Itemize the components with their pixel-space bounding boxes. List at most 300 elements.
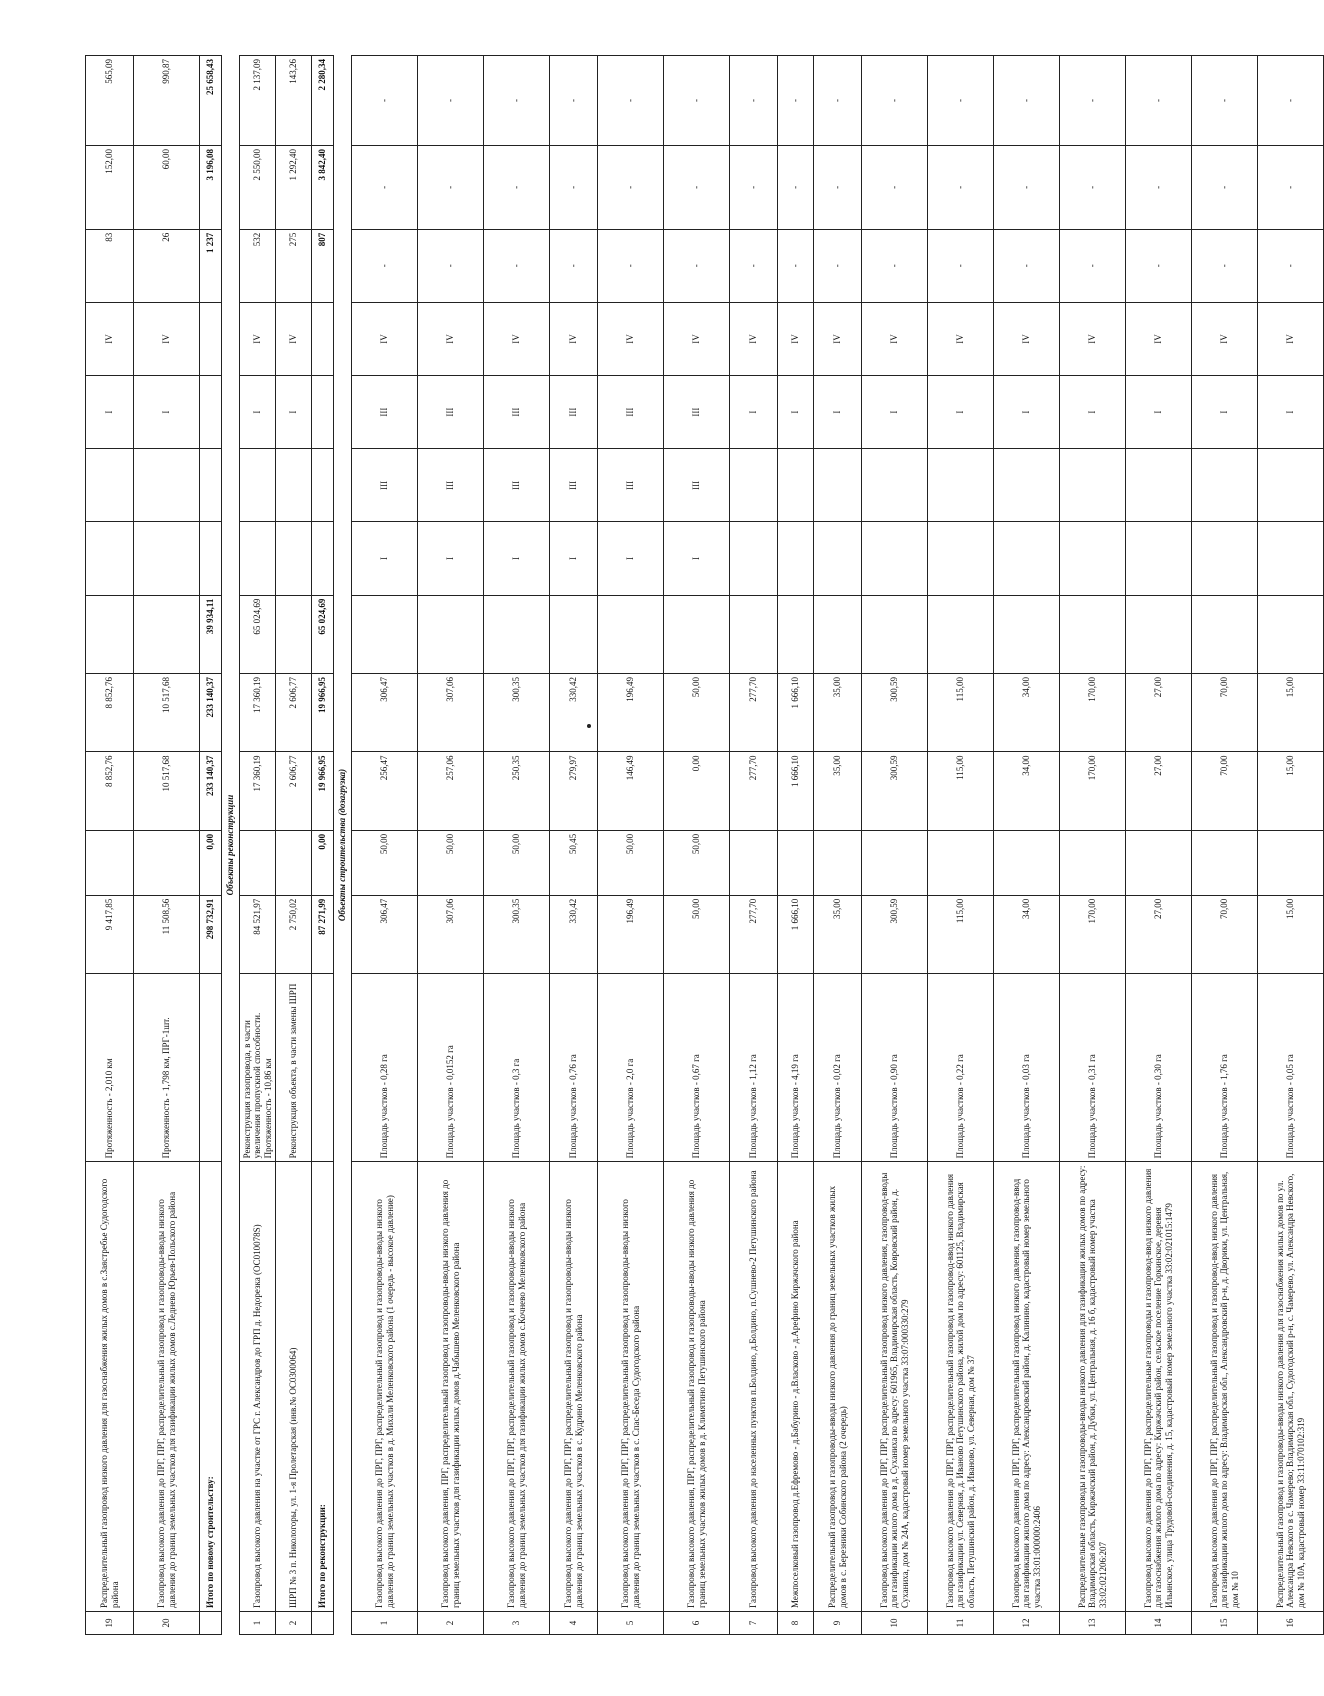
cost-next: 65 024,69 bbox=[312, 595, 334, 673]
cost-total: 15,00 bbox=[1258, 895, 1324, 973]
cost-next bbox=[86, 595, 134, 673]
row-number: 6 bbox=[664, 1612, 730, 1635]
stage-1 bbox=[994, 522, 1060, 595]
table-row bbox=[730, 56, 778, 1635]
cost-design bbox=[1258, 830, 1324, 895]
cost-year: 8 852,76 bbox=[86, 674, 134, 752]
quarter-end: IV bbox=[598, 302, 664, 375]
object-characteristics: Реконструкция объекта, в части замены ШРП bbox=[276, 974, 312, 1162]
object-name: Газопровод высокого давления до ПРГ, ПРГ, распределительный газопровод и газопроводы-вводы низкого давления до границ земельных участков для газификации жилых домов с.Леднево Юрьев-Польского района bbox=[134, 1162, 200, 1612]
cost-construction: 300,59 bbox=[862, 752, 928, 830]
table-row bbox=[994, 56, 1060, 1635]
quarter-end: IV bbox=[730, 302, 778, 375]
connections-count: - bbox=[352, 229, 418, 302]
cost-next bbox=[1060, 595, 1126, 673]
cost-total: 298 732,91 bbox=[200, 895, 222, 973]
cost-next bbox=[778, 595, 814, 673]
row-number: 3 bbox=[484, 1612, 550, 1635]
cost-year: 330,42 bbox=[550, 674, 598, 752]
cost-construction: 35,00 bbox=[814, 752, 862, 830]
cost-design bbox=[240, 830, 276, 895]
connections-count: 275 bbox=[276, 229, 312, 302]
empty-cell bbox=[200, 376, 222, 449]
object-name: Распределительный газопровод и газопроводы-вводы низкого давления для газоснабжения жилых домов по ул. Александра Невского в с. Чамерево; Владимирская обл., Судогодский р-н, с. Чамерево, ул. Александра Невского, дом № 10А, кадастровый номер 33:11:070102:319 bbox=[1258, 1162, 1324, 1612]
object-characteristics: Площадь участков - 0,67 га bbox=[664, 974, 730, 1162]
payback: - bbox=[598, 56, 664, 146]
empty-cell bbox=[200, 449, 222, 522]
stage-1 bbox=[1126, 522, 1192, 595]
row-number: 11 bbox=[928, 1612, 994, 1635]
gas-volume: - bbox=[862, 146, 928, 230]
cost-design: 50,00 bbox=[352, 830, 418, 895]
cost-construction: 170,00 bbox=[1060, 752, 1126, 830]
quarter-end: IV bbox=[352, 302, 418, 375]
stage-1 bbox=[1060, 522, 1126, 595]
object-characteristics: Площадь участков - 0,3 га bbox=[484, 974, 550, 1162]
row-number: 14 bbox=[1126, 1612, 1192, 1635]
object-characteristics bbox=[200, 974, 222, 1162]
payback: 143,26 bbox=[276, 56, 312, 146]
quarter-start: III bbox=[664, 376, 730, 449]
payback: - bbox=[1126, 56, 1192, 146]
cost-next bbox=[1126, 595, 1192, 673]
quarter-end: IV bbox=[1126, 302, 1192, 375]
cost-design bbox=[276, 830, 312, 895]
cost-design bbox=[86, 830, 134, 895]
table-row bbox=[352, 56, 418, 1635]
table-row bbox=[664, 56, 730, 1635]
quarter-end: IV bbox=[928, 302, 994, 375]
stage-1 bbox=[814, 522, 862, 595]
empty-cell bbox=[200, 522, 222, 595]
cost-construction: 70,00 bbox=[1192, 752, 1258, 830]
stage-1: I bbox=[664, 522, 730, 595]
cost-next bbox=[814, 595, 862, 673]
object-characteristics: Площадь участков - 0,76 га bbox=[550, 974, 598, 1162]
object-characteristics: Площадь участков - 0,05 га bbox=[1258, 974, 1324, 1162]
payback: - bbox=[418, 56, 484, 146]
gas-volume: - bbox=[598, 146, 664, 230]
stage-2 bbox=[240, 449, 276, 522]
payback: - bbox=[484, 56, 550, 146]
cost-construction: 15,00 bbox=[1258, 752, 1324, 830]
gas-volume: - bbox=[550, 146, 598, 230]
cost-next bbox=[418, 595, 484, 673]
stage-1 bbox=[862, 522, 928, 595]
quarter-end: IV bbox=[418, 302, 484, 375]
cost-construction: 34,00 bbox=[994, 752, 1060, 830]
payback: - bbox=[814, 56, 862, 146]
empty-cell bbox=[312, 449, 334, 522]
object-name: Газопровод высокого давления до ПРГ, ПРГ, распределительный газопровод и газопроводы-вводы низкого давления до границ земельных участков для газификации жилых домов с.Кочнево Меленковского района bbox=[484, 1162, 550, 1612]
payback: - bbox=[994, 56, 1060, 146]
connections-count: - bbox=[730, 229, 778, 302]
cost-year: 50,00 bbox=[664, 674, 730, 752]
object-characteristics: Площадь участков - 1,12 га bbox=[730, 974, 778, 1162]
quarter-start: III bbox=[418, 376, 484, 449]
row-number: 5 bbox=[598, 1612, 664, 1635]
object-characteristics: Площадь участков - 0,31 га bbox=[1060, 974, 1126, 1162]
table-row bbox=[240, 56, 276, 1635]
cost-design: 50,00 bbox=[418, 830, 484, 895]
gas-volume: 2 550,00 bbox=[240, 146, 276, 230]
cost-year: 17 360,19 bbox=[240, 674, 276, 752]
connections-count: - bbox=[664, 229, 730, 302]
cost-next bbox=[1258, 595, 1324, 673]
object-name: Газопровод высокого давления до ПРГ, ПРГ, распределительный газопровод низкого давления, газопровод-вводы для газификации жилого дома в д. Суханиха по адресу: 601965, Владимирская область, Ковровский район, д. Суханиха, дом № 24А, кадастровый номер земельного участка 33:07:000330:279 bbox=[862, 1162, 928, 1612]
row-number: 20 bbox=[134, 1612, 200, 1635]
quarter-start: I bbox=[814, 376, 862, 449]
empty-cell bbox=[312, 522, 334, 595]
cost-total: 330,42 bbox=[550, 895, 598, 973]
table-row bbox=[862, 56, 928, 1635]
payback: - bbox=[778, 56, 814, 146]
total-label: Итого по реконструкции: bbox=[312, 1162, 334, 1612]
cost-next bbox=[352, 595, 418, 673]
object-name: Газопровод высокого давления до ПРГ, ПРГ, распределительный газопровод и газопровод-ввод низкого давления для газификации жилого дома по адресу: Владимирская обл., Александровский р-н, д. Дворики, ул. Центральная, дом № 10 bbox=[1192, 1162, 1258, 1612]
object-name: Газопровод высокого давления до ПРГ, ПРГ, распределительный газопровод и газопровод-ввод низкого давления для газификации ул. Северная, д. Иваново Петушинского района, жилой дом по адресу: 601125, Владимирская область, Петушинский район, д. Иваново, ул. Северная, дом № 37 bbox=[928, 1162, 994, 1612]
cost-construction: 19 966,95 bbox=[312, 752, 334, 830]
quarter-start: I bbox=[86, 376, 134, 449]
stage-1 bbox=[1258, 522, 1324, 595]
empty-cell bbox=[200, 302, 222, 375]
stage-1 bbox=[1192, 522, 1258, 595]
stage-2 bbox=[862, 449, 928, 522]
object-characteristics bbox=[312, 974, 334, 1162]
cost-total: 70,00 bbox=[1192, 895, 1258, 973]
row-number: 4 bbox=[550, 1612, 598, 1635]
payback: - bbox=[1258, 56, 1324, 146]
connections-count: 26 bbox=[134, 229, 200, 302]
investment-program-table bbox=[85, 55, 1324, 1635]
object-characteristics: Протяженность - 2,010 км bbox=[86, 974, 134, 1162]
quarter-start: I bbox=[928, 376, 994, 449]
table-row bbox=[928, 56, 994, 1635]
stage-2: III bbox=[352, 449, 418, 522]
cost-year: 196,49 bbox=[598, 674, 664, 752]
object-characteristics: Площадь участков - 0,28 га bbox=[352, 974, 418, 1162]
quarter-start: III bbox=[484, 376, 550, 449]
gas-volume: 3 842,40 bbox=[312, 146, 334, 230]
cost-next bbox=[664, 595, 730, 673]
total-row bbox=[312, 56, 334, 1635]
payback: - bbox=[550, 56, 598, 146]
table-row bbox=[1060, 56, 1126, 1635]
rotated-table-wrapper bbox=[85, 55, 1306, 1635]
cost-next bbox=[484, 595, 550, 673]
payback: 990,87 bbox=[134, 56, 200, 146]
object-characteristics: Площадь участков - 1,76 га bbox=[1192, 974, 1258, 1162]
stage-2 bbox=[1060, 449, 1126, 522]
cost-total: 9 417,85 bbox=[86, 895, 134, 973]
cost-next bbox=[730, 595, 778, 673]
empty-cell bbox=[312, 376, 334, 449]
cost-design: 50,00 bbox=[598, 830, 664, 895]
quarter-start: I bbox=[1060, 376, 1126, 449]
gas-volume: - bbox=[730, 146, 778, 230]
stage-1: I bbox=[550, 522, 598, 595]
cost-design bbox=[1060, 830, 1126, 895]
connections-count: - bbox=[814, 229, 862, 302]
object-characteristics: Площадь участков - 0,02 га bbox=[814, 974, 862, 1162]
object-name: Газопровод высокого давления до ПРГ, ПРГ, распределительный газопровод и газопроводы-вводы низкого давления до границ земельных участков в с. Кудрино Меленковского района bbox=[550, 1162, 598, 1612]
cost-year: 15,00 bbox=[1258, 674, 1324, 752]
quarter-end: IV bbox=[484, 302, 550, 375]
connections-count: - bbox=[1126, 229, 1192, 302]
payback: - bbox=[664, 56, 730, 146]
cost-year: 70,00 bbox=[1192, 674, 1258, 752]
cost-construction: 256,47 bbox=[352, 752, 418, 830]
stage-2: III bbox=[598, 449, 664, 522]
cost-year: 300,59 bbox=[862, 674, 928, 752]
connections-count: - bbox=[994, 229, 1060, 302]
cost-total: 306,47 bbox=[352, 895, 418, 973]
cost-total: 84 521,97 bbox=[240, 895, 276, 973]
connections-count: - bbox=[1192, 229, 1258, 302]
row-number: 2 bbox=[418, 1612, 484, 1635]
object-name: Газопровод высокого давления, ПРГ, распределительный газопровод и газопроводы-вводы низкого давления до границ земельных участков для газификации жилых домов д.Чабышево Меленковского района bbox=[418, 1162, 484, 1612]
cost-next bbox=[862, 595, 928, 673]
payback: 2 137,09 bbox=[240, 56, 276, 146]
cost-year: 19 966,95 bbox=[312, 674, 334, 752]
stage-2: III bbox=[484, 449, 550, 522]
quarter-end: IV bbox=[862, 302, 928, 375]
object-characteristics: Площадь участков - 0,0152 га bbox=[418, 974, 484, 1162]
cost-construction: 10 517,68 bbox=[134, 752, 200, 830]
gas-volume: - bbox=[1126, 146, 1192, 230]
row-number: 1 bbox=[352, 1612, 418, 1635]
cost-design bbox=[1126, 830, 1192, 895]
table-row bbox=[1126, 56, 1192, 1635]
quarter-start: I bbox=[240, 376, 276, 449]
connections-count: - bbox=[862, 229, 928, 302]
payback: 25 658,43 bbox=[200, 56, 222, 146]
quarter-start: I bbox=[1258, 376, 1324, 449]
cost-total: 1 666,10 bbox=[778, 895, 814, 973]
stage-1: I bbox=[598, 522, 664, 595]
connections-count: - bbox=[778, 229, 814, 302]
cost-design bbox=[1192, 830, 1258, 895]
quarter-start: III bbox=[352, 376, 418, 449]
quarter-start: I bbox=[134, 376, 200, 449]
object-name: Распределительный газопровод и газопроводы-вводы низкого давления до границ земельных участков жилых домов в с. Березники Собинского района (2 очередь) bbox=[814, 1162, 862, 1612]
cost-design bbox=[862, 830, 928, 895]
object-name: Газопровод высокого давления до ПРГ, ПРГ, распределительный газопровод низкого давления, газопровод-ввод для газификации жилого дома по адресу: Александровский район, д. Калинино, кадастровый номер земельного участка 33:01:000000:2406 bbox=[994, 1162, 1060, 1612]
gas-volume: - bbox=[814, 146, 862, 230]
stage-1 bbox=[276, 522, 312, 595]
cost-construction: 233 140,37 bbox=[200, 752, 222, 830]
cost-design bbox=[730, 830, 778, 895]
cost-year: 2 606,77 bbox=[276, 674, 312, 752]
quarter-end: IV bbox=[1060, 302, 1126, 375]
gas-volume: - bbox=[778, 146, 814, 230]
cost-construction: 279,97 bbox=[550, 752, 598, 830]
table-row bbox=[814, 56, 862, 1635]
quarter-end: IV bbox=[778, 302, 814, 375]
cost-total: 35,00 bbox=[814, 895, 862, 973]
quarter-end: IV bbox=[664, 302, 730, 375]
stage-1 bbox=[86, 522, 134, 595]
cost-construction: 146,49 bbox=[598, 752, 664, 830]
gas-volume: 1 292,40 bbox=[276, 146, 312, 230]
table-row bbox=[418, 56, 484, 1635]
connections-count: - bbox=[928, 229, 994, 302]
cost-total: 300,35 bbox=[484, 895, 550, 973]
cost-construction: 2 606,77 bbox=[276, 752, 312, 830]
cost-design: 0,00 bbox=[200, 830, 222, 895]
stage-1 bbox=[730, 522, 778, 595]
object-name: Газопровод высокого давления, ПРГ, распределительный газопровод и газопроводы-вводы низкого давления до границ земельных участков жилых домов в д. Климятино Петушинского района bbox=[664, 1162, 730, 1612]
cost-next bbox=[550, 595, 598, 673]
cost-year: 306,47 bbox=[352, 674, 418, 752]
table-row bbox=[1258, 56, 1324, 1635]
stage-1 bbox=[778, 522, 814, 595]
cost-next bbox=[134, 595, 200, 673]
stage-2 bbox=[814, 449, 862, 522]
object-name: Газопровод высокого давления до населенных пунктов п.Болдино, д.Болдино, п.Сушнево-2 Петушинского района bbox=[730, 1162, 778, 1612]
cost-year: 1 666,10 bbox=[778, 674, 814, 752]
connections-count: - bbox=[1258, 229, 1324, 302]
total-row bbox=[200, 56, 222, 1635]
cost-total: 27,00 bbox=[1126, 895, 1192, 973]
table-row bbox=[778, 56, 814, 1635]
row-number: 15 bbox=[1192, 1612, 1258, 1635]
table-row bbox=[86, 56, 134, 1635]
cost-total: 300,59 bbox=[862, 895, 928, 973]
stage-2 bbox=[928, 449, 994, 522]
gas-volume: 3 196,08 bbox=[200, 146, 222, 230]
row-number: 16 bbox=[1258, 1612, 1324, 1635]
cost-design bbox=[134, 830, 200, 895]
stage-2 bbox=[1258, 449, 1324, 522]
stage-2 bbox=[276, 449, 312, 522]
cost-year: 34,00 bbox=[994, 674, 1060, 752]
cost-design: 0,00 bbox=[312, 830, 334, 895]
row-number: 9 bbox=[814, 1612, 862, 1635]
connections-count: - bbox=[418, 229, 484, 302]
quarter-start: I bbox=[1126, 376, 1192, 449]
cost-construction: 277,70 bbox=[730, 752, 778, 830]
stage-1: I bbox=[352, 522, 418, 595]
table-row bbox=[1192, 56, 1258, 1635]
object-name: Газопровод высокого давления до ПРГ, ПРГ, распределительный газопровод и газопроводы-вводы низкого давления до границ земельных участков в с. Спас-Беседа Судогодского района bbox=[598, 1162, 664, 1612]
row-number: 8 bbox=[778, 1612, 814, 1635]
quarter-end: IV bbox=[1258, 302, 1324, 375]
cost-construction: 17 360,19 bbox=[240, 752, 276, 830]
object-characteristics: Площадь участков - 2,0 га bbox=[598, 974, 664, 1162]
cost-total: 50,00 bbox=[664, 895, 730, 973]
stage-1: I bbox=[484, 522, 550, 595]
stage-2 bbox=[1126, 449, 1192, 522]
payback: - bbox=[862, 56, 928, 146]
payback: - bbox=[730, 56, 778, 146]
connections-count: - bbox=[598, 229, 664, 302]
cost-year: 233 140,37 bbox=[200, 674, 222, 752]
cost-construction: 115,00 bbox=[928, 752, 994, 830]
stage-1 bbox=[240, 522, 276, 595]
gas-volume: - bbox=[418, 146, 484, 230]
gas-volume: - bbox=[1060, 146, 1126, 230]
cost-next: 65 024,69 bbox=[240, 595, 276, 673]
object-characteristics: Площадь участков - 0,90 га bbox=[862, 974, 928, 1162]
object-name: Межпоселковый газопровод д.Ефремово - д.Бабурино - д.Власково - д.Арефино Киржачского района bbox=[778, 1162, 814, 1612]
cost-next bbox=[994, 595, 1060, 673]
gas-volume: - bbox=[352, 146, 418, 230]
row-number: 2 bbox=[276, 1612, 312, 1635]
cost-year: 307,06 bbox=[418, 674, 484, 752]
cost-total: 307,06 bbox=[418, 895, 484, 973]
payback: 2 280,34 bbox=[312, 56, 334, 146]
row-number: 12 bbox=[994, 1612, 1060, 1635]
cost-next bbox=[276, 595, 312, 673]
cost-total: 34,00 bbox=[994, 895, 1060, 973]
payback: - bbox=[352, 56, 418, 146]
gas-volume: - bbox=[664, 146, 730, 230]
row-number: 19 bbox=[86, 1612, 134, 1635]
gas-volume: - bbox=[484, 146, 550, 230]
cost-design bbox=[778, 830, 814, 895]
gas-volume: - bbox=[994, 146, 1060, 230]
table-row bbox=[598, 56, 664, 1635]
stage-2: III bbox=[550, 449, 598, 522]
gas-volume: - bbox=[1258, 146, 1324, 230]
section-title: Объекты строительства (дозагрузка) bbox=[334, 56, 352, 1635]
total-label: Итого по новому строительству: bbox=[200, 1162, 222, 1612]
cost-year: 277,70 bbox=[730, 674, 778, 752]
cost-design bbox=[814, 830, 862, 895]
cost-construction: 1 666,10 bbox=[778, 752, 814, 830]
object-characteristics: Площадь участков - 4,19 га bbox=[778, 974, 814, 1162]
quarter-end: IV bbox=[550, 302, 598, 375]
quarter-end: IV bbox=[276, 302, 312, 375]
connections-count: 807 bbox=[312, 229, 334, 302]
cost-design: 50,45 bbox=[550, 830, 598, 895]
gas-volume: 60,00 bbox=[134, 146, 200, 230]
cost-next: 39 934,11 bbox=[200, 595, 222, 673]
cost-construction: 257,06 bbox=[418, 752, 484, 830]
cost-total: 277,70 bbox=[730, 895, 778, 973]
quarter-end: IV bbox=[134, 302, 200, 375]
payback: - bbox=[1060, 56, 1126, 146]
cost-year: 170,00 bbox=[1060, 674, 1126, 752]
object-name: ШРП № 3 п. Никологоры, ул. 1-я Пролетарская (инв.№ ОС0300064) bbox=[276, 1162, 312, 1612]
quarter-start: I bbox=[730, 376, 778, 449]
object-characteristics: Реконструкция газопровода, в части увеличения пропускной способности. Протяженность - 10,86 км bbox=[240, 974, 276, 1162]
cost-year: 10 517,68 bbox=[134, 674, 200, 752]
cost-construction: 0,00 bbox=[664, 752, 730, 830]
connections-count: - bbox=[1060, 229, 1126, 302]
stage-2 bbox=[730, 449, 778, 522]
cost-total: 87 271,99 bbox=[312, 895, 334, 973]
cost-total: 115,00 bbox=[928, 895, 994, 973]
cost-total: 196,49 bbox=[598, 895, 664, 973]
cost-total: 11 508,56 bbox=[134, 895, 200, 973]
cost-next bbox=[928, 595, 994, 673]
connections-count: - bbox=[550, 229, 598, 302]
quarter-end: IV bbox=[814, 302, 862, 375]
section-row bbox=[222, 56, 240, 1635]
quarter-start: I bbox=[778, 376, 814, 449]
cost-total: 170,00 bbox=[1060, 895, 1126, 973]
object-name: Газопровод высокого давления до ПРГ, ПРГ, распределительный газопровод и газопроводы-вводы низкого давления до границ земельных участков в д. Михали Меленковского района (1 очередь - высокое давление) bbox=[352, 1162, 418, 1612]
cost-construction: 27,00 bbox=[1126, 752, 1192, 830]
quarter-start: I bbox=[276, 376, 312, 449]
quarter-start: I bbox=[862, 376, 928, 449]
object-characteristics: Площадь участков - 0,30 га bbox=[1126, 974, 1192, 1162]
cost-year: 115,00 bbox=[928, 674, 994, 752]
quarter-end: IV bbox=[86, 302, 134, 375]
row-number bbox=[312, 1612, 334, 1635]
